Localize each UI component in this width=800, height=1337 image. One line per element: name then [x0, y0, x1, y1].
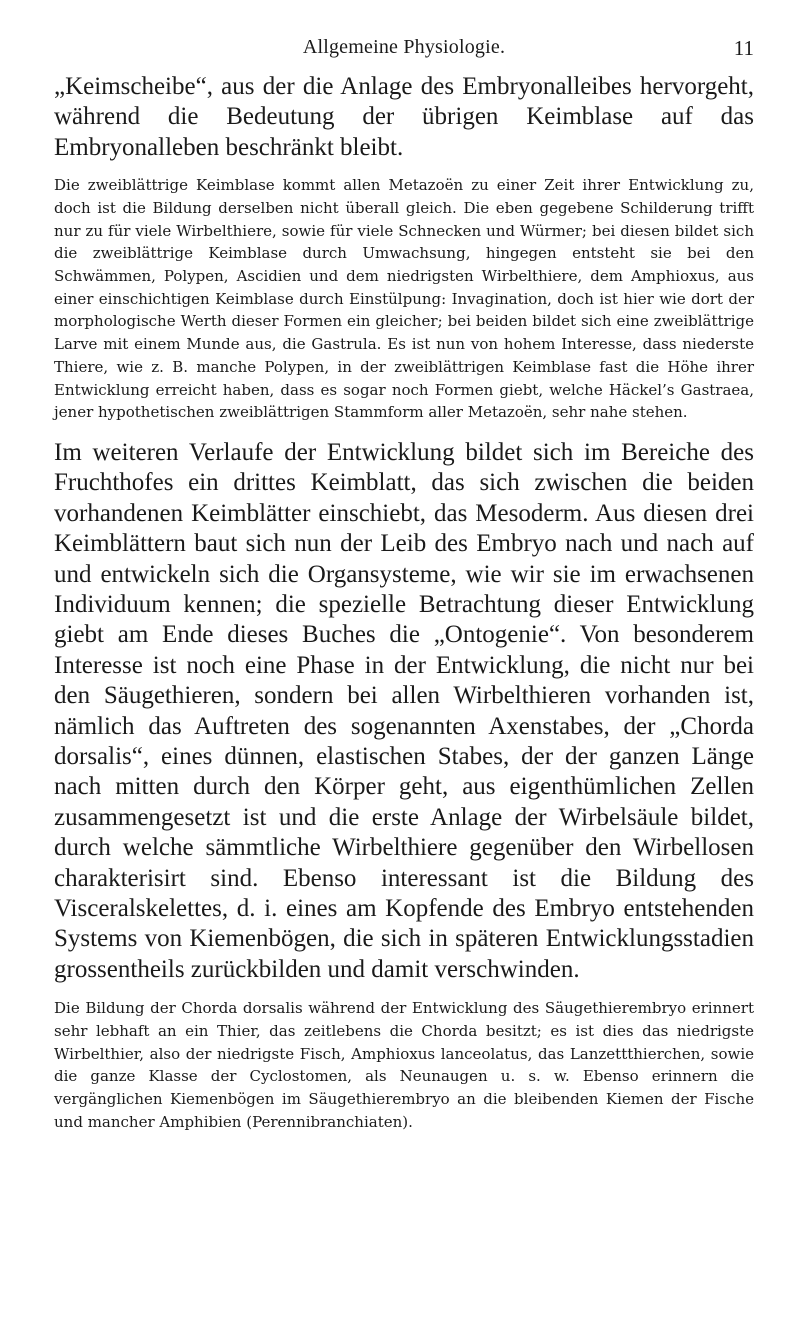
running-title: Allgemeine Physiologie.	[302, 36, 506, 58]
running-head	[54, 36, 754, 72]
page-number: 11	[733, 36, 754, 60]
paragraph-keimblase-note: Die zweiblättrige Keimblase kommt allen Metazoën zu einer Zeit ihrer Entwicklung zu, doch ist die Bildung derselben nicht überall gleich. Die eben gegebene Schilderung trifft nur zu für viele Wirbelthiere, sowie für viele Schnecken und Würmer; bei diesen bildet sich die zweiblättrige Keimblase durch Umwachsung, hingegen entsteht sie bei den Schwämmen, Polypen, Ascidien und dem niedrigsten Wirbelthiere, dem Amphioxus, aus einer einschichtigen Keimblase durch Einstülpung: Invagination, doch ist hier wie dort der morphologische Werth dieser Formen ein gleicher; bei beiden bildet sich eine zweiblättrige Larve mit einem Munde aus, die Gastrula. Es ist nun von hohem Interesse, dass niederste Thiere, wie z. B. manche Polypen, in der zweiblättrigen Keimblase fast die Höhe ihrer Entwicklung erreicht haben, dass es sogar noch Formen giebt, welche Häckel’s Gastraea, jener hypothetischen zweiblättrigen Stammform aller Metazoën, sehr nahe stehen.	[54, 176, 754, 422]
paragraph-mesoderm: Im weiteren Verlaufe der Entwicklung bildet sich im Bereiche des Fruchthofes ein drittes Keimblatt, das sich zwischen die beiden vorhandenen Keimblätter einschiebt, das Mesoderm. Aus diesen drei Keimblättern baut sich nun der Leib des Embryo nach und nach auf und entwickeln sich die Organsysteme, wie wir sie im erwachsenen Individuum kennen; die spezielle Betrachtung dieser Entwicklung giebt am Ende dieses Buches die „Ontogenie“. Von besonderem Interesse ist noch eine Phase in der Entwicklung, die nicht nur bei den Säugethieren, sondern bei allen Wirbelthieren vorhanden ist, nämlich das Auftreten des sogenannten Axenstabes, der „Chorda dorsalis“, eines dünnen, elastischen Stabes, der der ganzen Länge nach mitten durch den Körper geht, aus eigenthümlichen Zellen zusammengesetzt ist und die erste Anlage der Wirbelsäule bildet, durch welche sämmtliche Wirbelthiere gegenüber den Wirbellosen charakterisirt sind. Ebenso interessant ist die Bildung des Visceralskelettes, d. i. eines am Kopfende des Embryo entstehenden Systems von Kiemenbögen, die sich in späteren Entwicklungsstadien grossentheils zurückbilden und damit verschwinden.	[54, 438, 754, 983]
book-page	[54, 36, 754, 1133]
paragraph-chorda-note: Die Bildung der Chorda dorsalis während der Entwicklung des Säugethierembryo erinnert sehr lebhaft an ein Thier, das zeitlebens die Chorda besitzt; es ist dies das niedrigste Wirbelthier, also der niedrigste Fisch, Amphioxus lanceolatus, das Lanzettthierchen, sowie die ganze Klasse der Cyclostomen, als Neunaugen u. s. w. Ebenso erinnern die vergänglichen Kiemenbögen im Säugethierembryo an die bleibenden Kiemen der Fische und mancher Amphibien (Perennibranchiaten).	[54, 999, 754, 1131]
paragraph-keimscheibe: „Keimscheibe“, aus der die Anlage des Embryonalleibes hervorgeht, während die Bedeutung der übrigen Keimblase auf das Embryonalleben beschränkt bleibt.	[54, 73, 754, 161]
